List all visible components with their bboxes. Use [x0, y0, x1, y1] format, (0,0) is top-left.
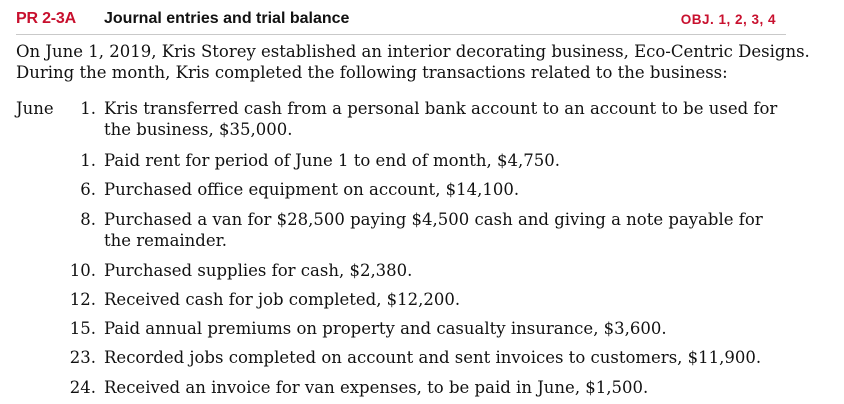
intro-paragraph: On June 1, 2019, Kris Storey established an interior decorating business, Eco-Centric Designs. During the month, Kris completed the following transactions related to the business:	[16, 42, 810, 82]
transaction-text: Paid rent for period of June 1 to end of month, $4,750.	[104, 151, 560, 170]
problem-header	[16, 8, 786, 35]
transaction-text: Kris transferred cash from a personal bank account to an account to be used for the business, $35,000.	[104, 99, 778, 139]
transaction-text: Purchased supplies for cash, $2,380.	[104, 261, 413, 280]
transaction-day: 12.	[69, 290, 96, 309]
transaction-text: Purchased office equipment on account, $14,100.	[104, 180, 520, 199]
problem-title: Journal entries and trial balance	[104, 10, 350, 27]
problem-id: PR 2-3A	[16, 10, 76, 27]
objectives-label: OBJ. 1, 2, 3, 4	[680, 12, 776, 27]
transaction-text: Received cash for job completed, $12,200.	[104, 290, 461, 309]
transaction-day: 15.	[69, 319, 96, 338]
transaction-text: Purchased a van for $28,500 paying $4,500 cash and giving a note payable for the remainder.	[104, 210, 763, 250]
month-label: June	[16, 99, 54, 118]
transaction-day: 23.	[69, 348, 96, 367]
transaction-text: Paid annual premiums on property and casualty insurance, $3,600.	[104, 319, 667, 338]
transaction-text: Received an invoice for van expenses, to be paid in June, $1,500.	[104, 378, 649, 397]
transaction-day: 6.	[80, 180, 96, 199]
transaction-text: Recorded jobs completed on account and sent invoices to customers, $11,900.	[104, 348, 762, 367]
transaction-day: 24.	[69, 378, 96, 397]
transaction-day: 8.	[80, 210, 96, 229]
transaction-day: 1.	[80, 151, 96, 170]
transaction-day: 10.	[69, 261, 96, 280]
transaction-day: 1.	[80, 99, 96, 118]
